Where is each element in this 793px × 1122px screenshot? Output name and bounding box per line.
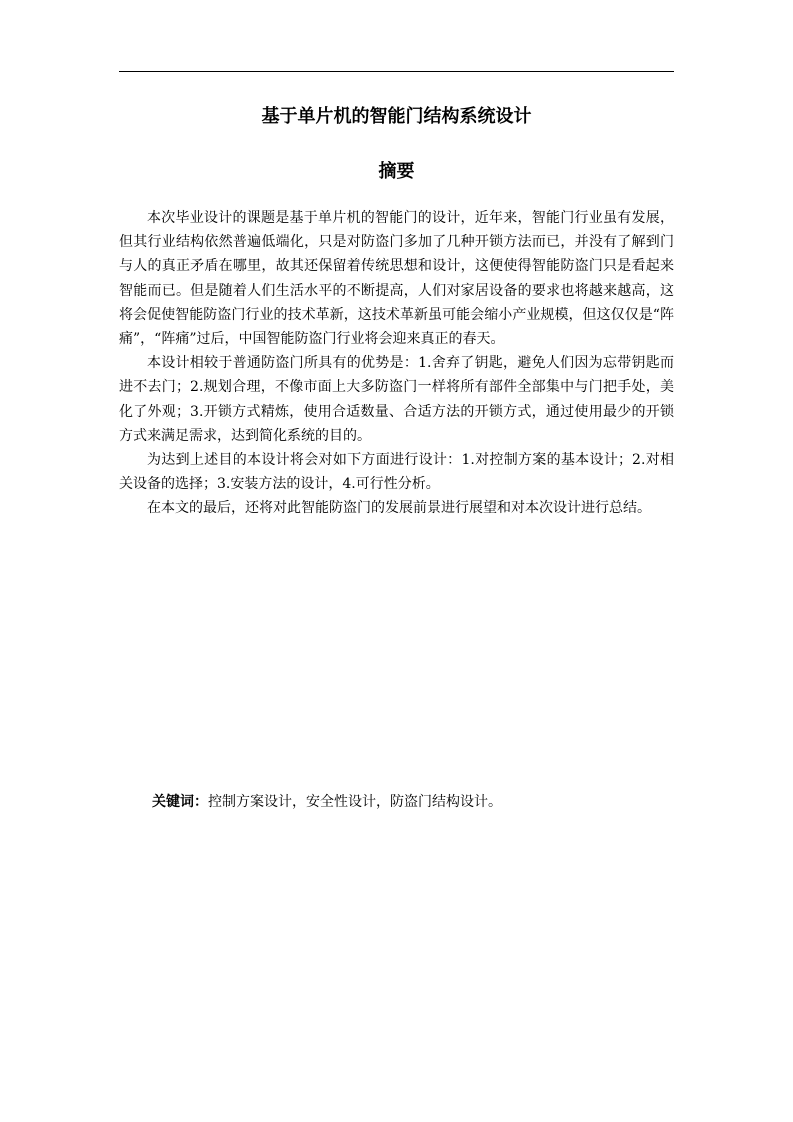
keywords-text: 控制方案设计，安全性设计，防盗门结构设计。 (208, 794, 502, 810)
document-title: 基于单片机的智能门结构系统设计 (261, 106, 532, 127)
abstract-body (119, 206, 674, 521)
abstract-paragraph-4: 在本文的最后，还将对此智能防盗门的发展前景进行展望和对本次设计进行总结。 (147, 500, 651, 517)
abstract-paragraph-1: 本次毕业设计的课题是基于单片机的智能门的设计，近年来，智能门行业虽有发展，但其行业结构依然普遍低端化，只是对防盗门多加了几种开锁方法而已，并没有了解到门与人的真正矛盾在哪里，故其还保留着传统思想和设计，这便使得智能防盗门只是看起来智能而已。但是随着人们生活水平的不断提高，人们对家居设备的要求也将越来越高，这将会促使智能防盗门行业的技术革新，这技术革新虽可能会缩小产业规模，但这仅仅是“阵痛”，“阵痛”过后，中国智能防盗门行业将会迎来真正的春天。 (119, 210, 674, 348)
keywords-line (152, 790, 674, 814)
keywords-label: 关键词： (152, 794, 208, 810)
header-rule (119, 71, 674, 72)
abstract-heading: 摘要 (378, 161, 415, 182)
abstract-paragraph-2: 本设计相较于普通防盗门所具有的优势是：1.舍弃了钥匙，避免人们因为忘带钥匙而进不去门；2.规划合理，不像市面上大多防盗门一样将所有部件全部集中与门把手处，美化了外观；3.开锁方式精炼，使用合适数量、合适方法的开锁方式，通过使用最少的开锁方式来满足需求，达到简化系统的目的。 (119, 355, 674, 444)
abstract-paragraph-3: 为达到上述目的本设计将会对如下方面进行设计：1.对控制方案的基本设计；2.对相关设备的选择；3.安装方法的设计，4.可行性分析。 (119, 452, 674, 493)
